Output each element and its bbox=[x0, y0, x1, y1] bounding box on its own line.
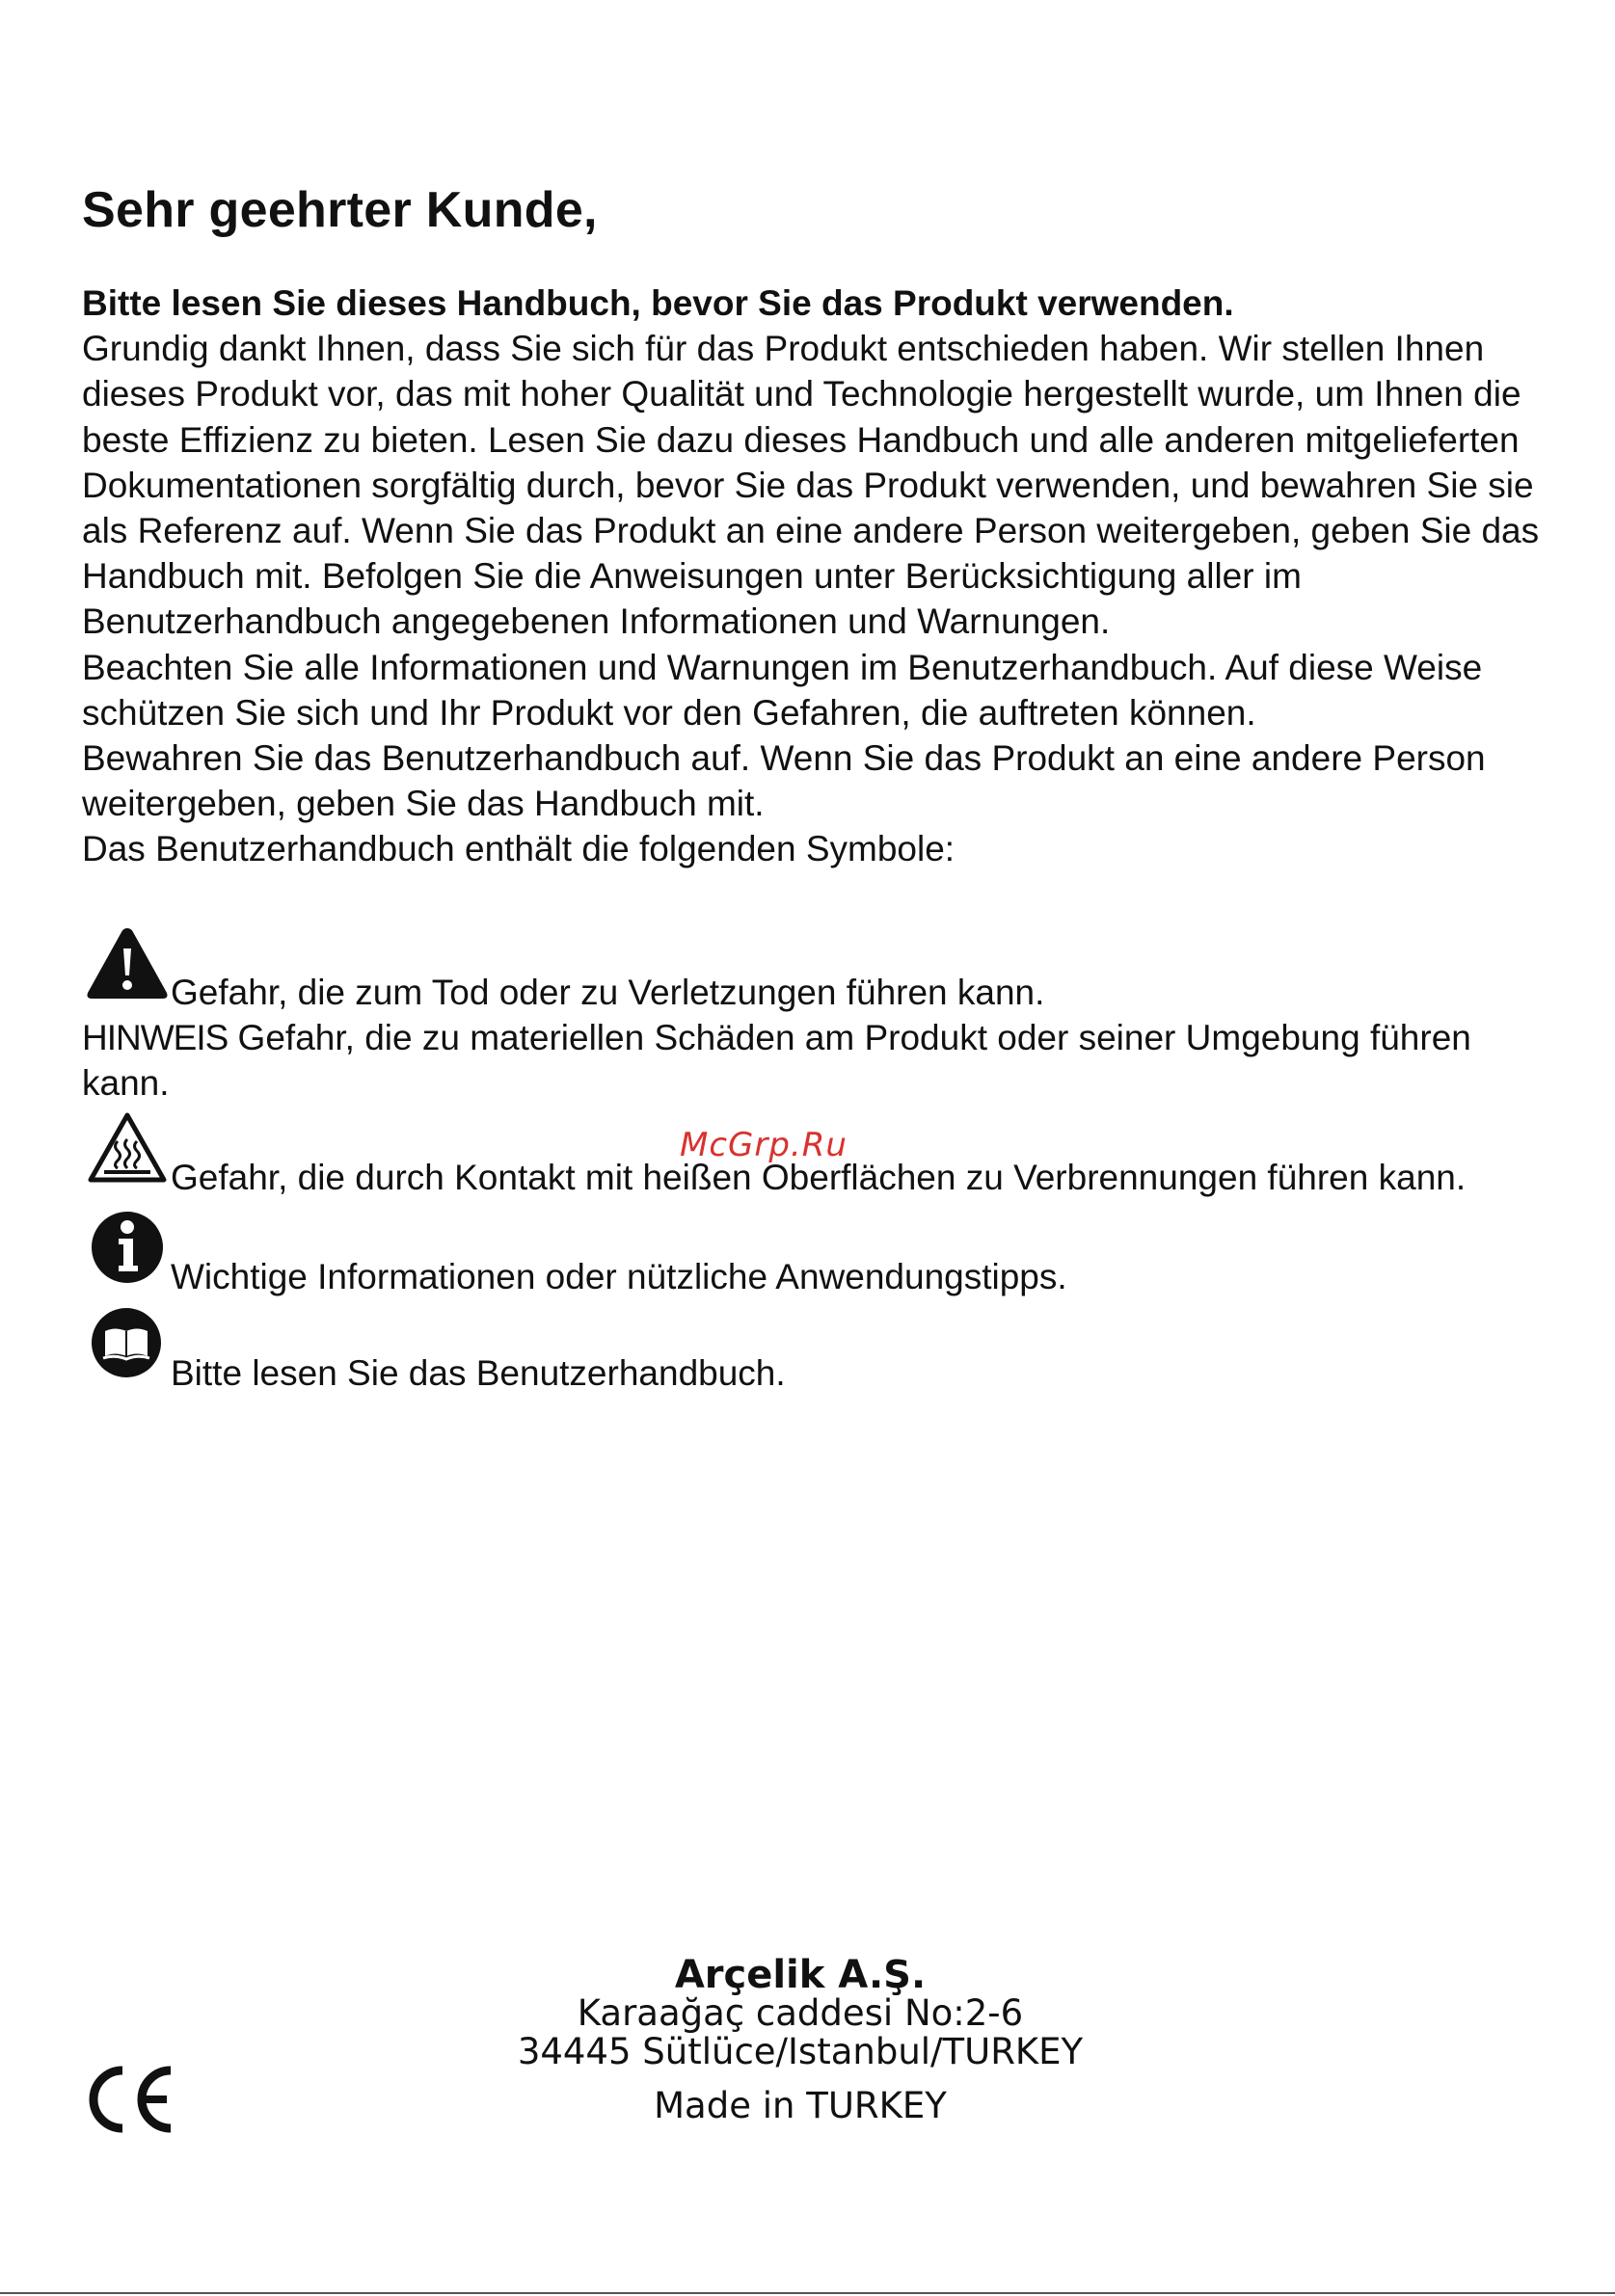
paragraph-thanks: Grundig dankt Ihnen, dass Sie sich für das Produkt entschieden haben. Wir stellen Ihnen dieses Produkt vor, das mit hoher Qualität und Technologie hergestellt wurde, um Ihnen die beste Effizienz zu bieten. Lesen Sie dazu dieses Handbuch und alle anderen mitgelieferten Dokumentationen sorgfältig durch, bevor Sie das Produkt verwenden, und bewahren Sie sie als Referenz auf. Wenn Sie das Produkt an eine andere Person weitergeben, geben Sie das Handbuch mit. Befolgen Sie die Anweisungen unter Berücksichtigung aller im Benutzerhandbuch angegebenen Informationen und Warnungen. bbox=[82, 329, 1540, 642]
warning-symbol-text: Gefahr, die zum Tod oder zu Verletzungen führen kann. bbox=[171, 973, 1045, 1012]
manual-symbol-text: Bitte lesen Sie das Benutzerhandbuch. bbox=[171, 1353, 786, 1393]
bottom-border-line bbox=[0, 2292, 1615, 2294]
hinweis-label: HINWEIS bbox=[82, 1018, 229, 1057]
ce-mark-logo bbox=[82, 2065, 178, 2139]
intro-text-block bbox=[82, 280, 1567, 872]
paragraph-warnings: Beachten Sie alle Informationen und Warnungen im Benutzerhandbuch. Auf diese Weise schützen Sie sich und Ihr Produkt vor den Gefahren, die auftreten können. bbox=[82, 647, 1483, 733]
hinweis-line bbox=[82, 1015, 1490, 1106]
warning-triangle-icon bbox=[85, 925, 170, 1007]
footer-made-in: Made in TURKEY bbox=[654, 2085, 947, 2126]
paragraph-keep-manual: Bewahren Sie das Benutzerhandbuch auf. Wenn Sie das Produkt an eine andere Person weitergeben, geben Sie das Handbuch mit. bbox=[82, 738, 1486, 824]
info-symbol-text: Wichtige Informationen oder nützliche Anwendungstipps. bbox=[171, 1257, 1067, 1296]
footer-street: Karaağaç caddesi No:2-6 bbox=[577, 1992, 1024, 2034]
footer-company: Arçelik A.Ş. bbox=[674, 1953, 927, 1997]
read-manual-icon bbox=[90, 1306, 163, 1384]
intro-bold-line: Bitte lesen Sie dieses Handbuch, bevor Sie das Produkt verwenden. bbox=[82, 283, 1234, 323]
hot-surface-symbol-text: Gefahr, die durch Kontakt mit heißen Oberflächen zu Verbrennungen führen kann. bbox=[171, 1158, 1467, 1197]
hot-surface-icon bbox=[87, 1110, 168, 1190]
footer-city: 34445 Sütlüce/Istanbul/TURKEY bbox=[517, 2031, 1084, 2072]
page-heading: Sehr geehrter Kunde, bbox=[82, 182, 598, 238]
watermark-text: McGrp.Ru bbox=[680, 1126, 848, 1164]
symbols-intro: Das Benutzerhandbuch enthält die folgenden Symbole: bbox=[82, 829, 956, 869]
info-icon bbox=[90, 1210, 165, 1290]
hinweis-text: Gefahr, die zu materiellen Schäden am Produkt oder seiner Umgebung führen kann. bbox=[82, 1018, 1471, 1104]
